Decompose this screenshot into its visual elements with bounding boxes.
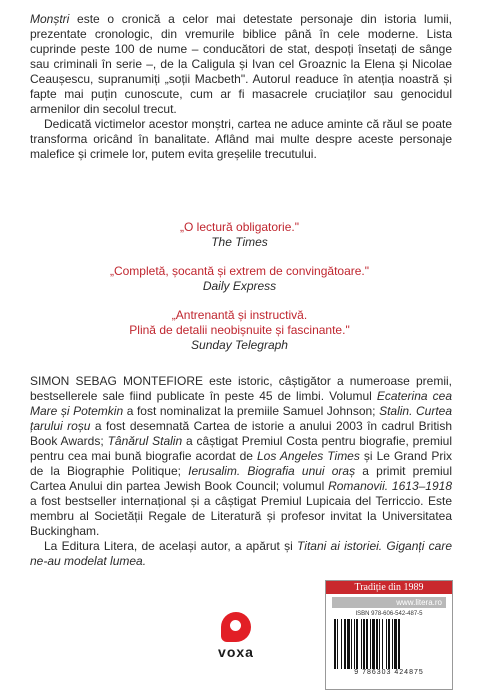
- publisher-name: voxa: [218, 644, 254, 660]
- bio-book-title: Romanovii. 1613–1918: [328, 479, 452, 493]
- bio-text: a fost desemnată Cartea de istorie a anului 2003 în cadrul British Book Awards;: [30, 419, 452, 448]
- voxa-logo-icon: [221, 612, 251, 642]
- barcode-stripe: [400, 619, 401, 669]
- quote-text-line-2: Plină de detalii neobișnuite și fascinante.": [129, 323, 350, 337]
- bio-text: La Editura Litera, de același autor, a apărut și: [44, 539, 298, 553]
- barcode-icon: [334, 619, 444, 669]
- barcode-label: [325, 580, 453, 690]
- bio-book-title: Ecaterina cea Mare și Potemkin: [30, 389, 452, 418]
- tradition-banner: Tradiție din 1989: [326, 581, 452, 594]
- isbn-text: ISBN 978-606-542-487-5: [355, 611, 423, 617]
- bio-text: a primit premiul Cartea Anului din partea Jewish Book Council; volumul: [30, 464, 452, 493]
- bio-text: SIMON SEBAG MONTEFIORE este istoric, câștigător a numeroase premii, bestsellerele sale fiind publicate în peste 45 de limbi. Volumul: [30, 374, 452, 403]
- quote-text: „Completă, șocantă și extrem de convingătoare.": [109, 264, 370, 278]
- author-bio: [30, 374, 452, 569]
- book-title-italic: Monștri: [30, 12, 70, 26]
- bio-book-title: Los Angeles Times: [256, 449, 360, 463]
- bio-book-title: Titani ai istoriei. Giganți care ne-au modelat lumea.: [30, 539, 452, 568]
- description-paragraph-1: este o cronică a celor mai detestate personaje din istoria lumii, prezentate cronologic, din vremurile biblice până în cele moderne. Lista cuprinde peste 100 de nume – conducători de stat, despoți însetați de sânge sau criminali în serie –, de la Caligula și Ivan cel Groaznic la Elena și Nicolae Ceaușescu, supranumiți „soții Macbeth". Autorul readuce în atenția noastră și fapte mai puțin cunoscute, cum ar fi masacrele cruciaților sau genocidul armenilor din secolul trecut.: [30, 12, 452, 116]
- quote-text: „O lectură obligatorie.": [180, 220, 299, 234]
- review-quote: [0, 308, 479, 353]
- review-quotes: [0, 220, 479, 367]
- review-quote: [0, 220, 479, 250]
- quote-source: The Times: [211, 235, 268, 249]
- book-description: [30, 12, 452, 162]
- bio-text: și Le Grand Prix de la Biographie Politique;: [30, 449, 453, 478]
- review-quote: [0, 264, 479, 294]
- quote-text: „Antrenantă și instructivă.: [171, 308, 308, 322]
- barcode-number: 9 786303 424875: [354, 669, 424, 676]
- bio-text: a fost nominalizat la premiile Samuel Johnson;: [123, 404, 380, 418]
- bio-text: a fost bestseller internațional și a câștigat Premiul Lupicaia del Terriccio. Este membru al Societății Regale de Literatură și profesor invitat la Universitatea Buckingham.: [30, 494, 452, 538]
- publisher-website: www.litera.ro: [332, 597, 446, 608]
- quote-source: Daily Express: [202, 279, 277, 293]
- bio-book-title: Ierusalim. Biografia unui oraș: [188, 464, 356, 478]
- publisher-logo: [206, 612, 266, 692]
- bio-book-title: Stalin. Curtea țarului roșu: [30, 404, 453, 433]
- quote-source: Sunday Telegraph: [191, 338, 288, 352]
- bio-text: a câștigat Premiul Costa pentru biografie, premiul pentru cea mai bună biografie acordat de: [30, 434, 452, 463]
- bio-book-title: Tânărul Stalin: [107, 434, 183, 448]
- description-paragraph-2: Dedicată victimelor acestor monștri, cartea ne aduce aminte că răul se poate transforma oricând în banalitate. Aflând mai multe despre aceste personaje malefice și crimele lor, putem evita greșelile trecutului.: [30, 117, 452, 161]
